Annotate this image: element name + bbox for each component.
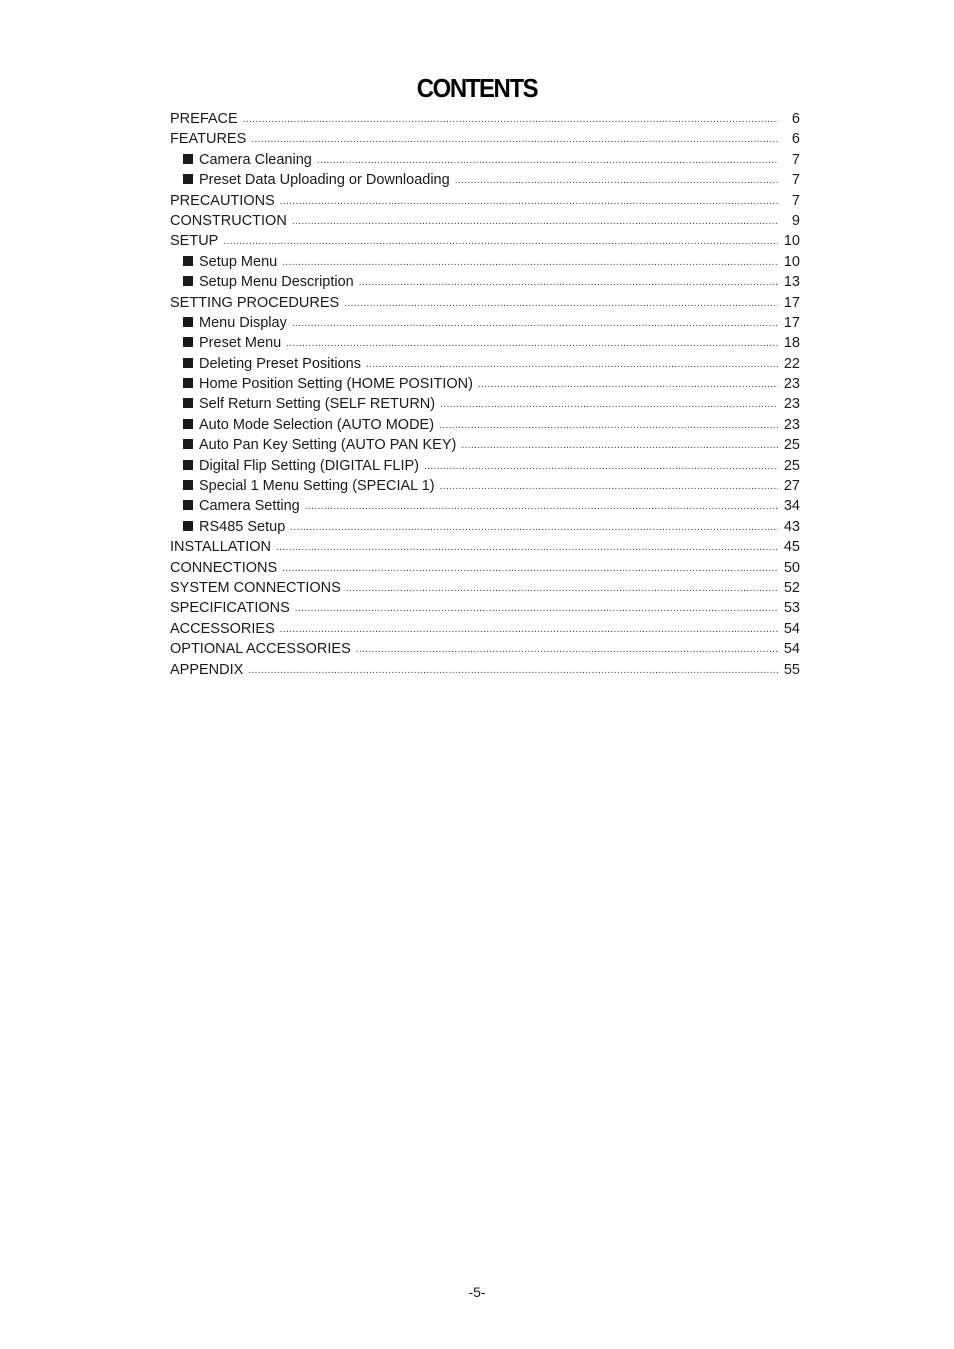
toc-entry-page-number: 25 xyxy=(783,437,800,454)
toc-subentry[interactable] xyxy=(170,435,800,455)
toc-subentry[interactable] xyxy=(170,170,800,190)
square-bullet-icon xyxy=(183,317,193,327)
toc-entry-label: RS485 Setup xyxy=(199,518,286,535)
dot-leader xyxy=(439,416,778,436)
toc-entry[interactable] xyxy=(170,191,800,211)
toc-subentry[interactable] xyxy=(170,476,800,496)
toc-entry-page-number: 43 xyxy=(783,518,800,535)
toc-entry-label: Preset Data Uploading or Downloading xyxy=(199,172,450,189)
dot-leader xyxy=(280,620,778,640)
toc-entry-page-number: 53 xyxy=(783,600,800,617)
toc-entry[interactable] xyxy=(170,619,800,639)
toc-entry-label: SYSTEM CONNECTIONS xyxy=(170,579,341,596)
toc-entry-label: Setup Menu Description xyxy=(199,274,354,291)
toc-entry-label: Auto Pan Key Setting (AUTO PAN KEY) xyxy=(199,437,457,454)
dot-leader xyxy=(280,192,778,212)
toc-entry-page-number: 9 xyxy=(791,212,800,229)
toc-entry-page-number: 6 xyxy=(791,111,800,127)
toc-entry[interactable] xyxy=(170,293,800,313)
square-bullet-icon xyxy=(183,419,193,429)
toc-entry-label: SETTING PROCEDURES xyxy=(170,294,340,311)
square-bullet-icon xyxy=(183,358,193,368)
toc-subentry[interactable] xyxy=(170,456,800,476)
toc-entry-page-number: 7 xyxy=(791,151,800,168)
toc-entry-label: Menu Display xyxy=(199,314,287,331)
dot-leader xyxy=(286,334,778,354)
dot-leader xyxy=(243,110,778,130)
toc-entry[interactable] xyxy=(170,129,800,149)
toc-entry-page-number: 27 xyxy=(783,478,800,495)
toc-entry-page-number: 50 xyxy=(783,559,800,576)
toc-entry-page-number: 34 xyxy=(783,498,800,515)
toc-entry-label: Setup Menu xyxy=(199,253,278,270)
dot-leader xyxy=(461,436,778,456)
toc-subentry[interactable] xyxy=(170,517,800,537)
toc-subentry[interactable] xyxy=(170,394,800,414)
toc-entry-label: Home Position Setting (HOME POSITION) xyxy=(199,376,473,393)
toc-entry-label: PRECAUTIONS xyxy=(170,192,275,209)
toc-subentry[interactable] xyxy=(170,252,800,272)
dot-leader xyxy=(346,579,778,599)
toc-entry[interactable] xyxy=(170,109,800,129)
dot-leader xyxy=(344,294,778,314)
dot-leader xyxy=(317,151,778,171)
dot-leader xyxy=(440,477,778,497)
square-bullet-icon xyxy=(183,398,193,408)
dot-leader xyxy=(276,538,778,558)
toc-entry[interactable] xyxy=(170,598,800,618)
dot-leader xyxy=(248,661,778,681)
toc-entry-page-number: 23 xyxy=(783,416,800,433)
toc-entry-label: Special 1 Menu Setting (SPECIAL 1) xyxy=(199,478,435,495)
toc-subentry[interactable] xyxy=(170,374,800,394)
toc-subentry[interactable] xyxy=(170,496,800,516)
toc-entry-label: PREFACE xyxy=(170,111,238,127)
dot-leader xyxy=(359,273,778,293)
toc-entry-label: Digital Flip Setting (DIGITAL FLIP) xyxy=(199,457,419,474)
toc-entry-label: CONNECTIONS xyxy=(170,559,278,576)
dot-leader xyxy=(440,395,778,415)
toc-entry[interactable] xyxy=(170,211,800,231)
toc-entry-page-number: 45 xyxy=(783,539,800,556)
square-bullet-icon xyxy=(183,276,193,286)
dot-leader xyxy=(282,559,778,579)
toc-entry-page-number: 54 xyxy=(783,641,800,658)
toc-entry-label: Auto Mode Selection (AUTO MODE) xyxy=(199,416,435,433)
toc-subentry[interactable] xyxy=(170,313,800,333)
toc-entry-page-number: 55 xyxy=(783,661,800,678)
toc-entry-label: Camera Setting xyxy=(199,498,300,515)
toc-entry[interactable] xyxy=(170,639,800,659)
toc-entry-page-number: 13 xyxy=(783,274,800,291)
toc-entry-page-number: 6 xyxy=(791,131,800,148)
toc-entry-page-number: 18 xyxy=(783,335,800,352)
toc-entry-label: SPECIFICATIONS xyxy=(170,600,290,617)
dot-leader xyxy=(478,375,778,395)
dot-leader xyxy=(251,130,778,150)
toc-entry-page-number: 17 xyxy=(783,294,800,311)
toc-entry-label: APPENDIX xyxy=(170,661,244,678)
toc-entry-label: CONSTRUCTION xyxy=(170,212,287,229)
square-bullet-icon xyxy=(183,439,193,449)
square-bullet-icon xyxy=(183,521,193,531)
dot-leader xyxy=(305,497,778,517)
dot-leader xyxy=(292,314,778,334)
toc-entry-page-number: 54 xyxy=(783,620,800,637)
toc-entry-page-number: 23 xyxy=(783,396,800,413)
square-bullet-icon xyxy=(183,174,193,184)
toc-entry-label: Self Return Setting (SELF RETURN) xyxy=(199,396,436,413)
toc-subentry[interactable] xyxy=(170,415,800,435)
toc-entry-label: Preset Menu xyxy=(199,335,282,352)
toc-entry[interactable] xyxy=(170,537,800,557)
dot-leader xyxy=(455,171,778,191)
toc-entry-page-number: 23 xyxy=(783,376,800,393)
toc-entry[interactable] xyxy=(170,578,800,598)
square-bullet-icon xyxy=(183,460,193,470)
toc-entry-page-number: 17 xyxy=(783,314,800,331)
toc-entry-label: Camera Cleaning xyxy=(199,151,312,168)
dot-leader xyxy=(282,253,778,273)
toc-entry-page-number: 10 xyxy=(783,233,800,250)
toc-entry-label: ACCESSORIES xyxy=(170,620,275,637)
toc-entry-page-number: 10 xyxy=(783,253,800,270)
dot-leader xyxy=(290,518,778,538)
toc-entry-label: SETUP xyxy=(170,233,219,250)
dot-leader xyxy=(356,640,778,660)
toc-subentry[interactable] xyxy=(170,150,800,170)
toc-subentry[interactable] xyxy=(170,333,800,353)
toc-entry-page-number: 52 xyxy=(783,579,800,596)
toc-entry[interactable] xyxy=(170,231,800,251)
toc-entry-page-number: 7 xyxy=(791,192,800,209)
dot-leader xyxy=(223,232,778,252)
square-bullet-icon xyxy=(183,154,193,164)
toc-entry-page-number: 25 xyxy=(783,457,800,474)
dot-leader xyxy=(366,355,778,375)
dot-leader xyxy=(424,457,778,477)
toc-entry-label: INSTALLATION xyxy=(170,539,271,556)
table-of-contents xyxy=(170,109,800,680)
page-title: CONTENTS xyxy=(416,73,538,104)
toc-entry-page-number: 22 xyxy=(783,355,800,372)
page-number: -5- xyxy=(468,1284,486,1300)
square-bullet-icon xyxy=(183,256,193,266)
toc-entry[interactable] xyxy=(170,558,800,578)
toc-entry-label: OPTIONAL ACCESSORIES xyxy=(170,641,351,658)
dot-leader xyxy=(295,599,778,619)
toc-entry-page-number: 7 xyxy=(791,172,800,189)
toc-subentry[interactable] xyxy=(170,354,800,374)
square-bullet-icon xyxy=(183,500,193,510)
square-bullet-icon xyxy=(183,337,193,347)
toc-subentry[interactable] xyxy=(170,272,800,292)
dot-leader xyxy=(292,212,778,232)
toc-entry-label: FEATURES xyxy=(170,131,247,148)
toc-entry-label: Deleting Preset Positions xyxy=(199,355,361,372)
toc-entry[interactable] xyxy=(170,660,800,680)
square-bullet-icon xyxy=(183,480,193,490)
square-bullet-icon xyxy=(183,378,193,388)
